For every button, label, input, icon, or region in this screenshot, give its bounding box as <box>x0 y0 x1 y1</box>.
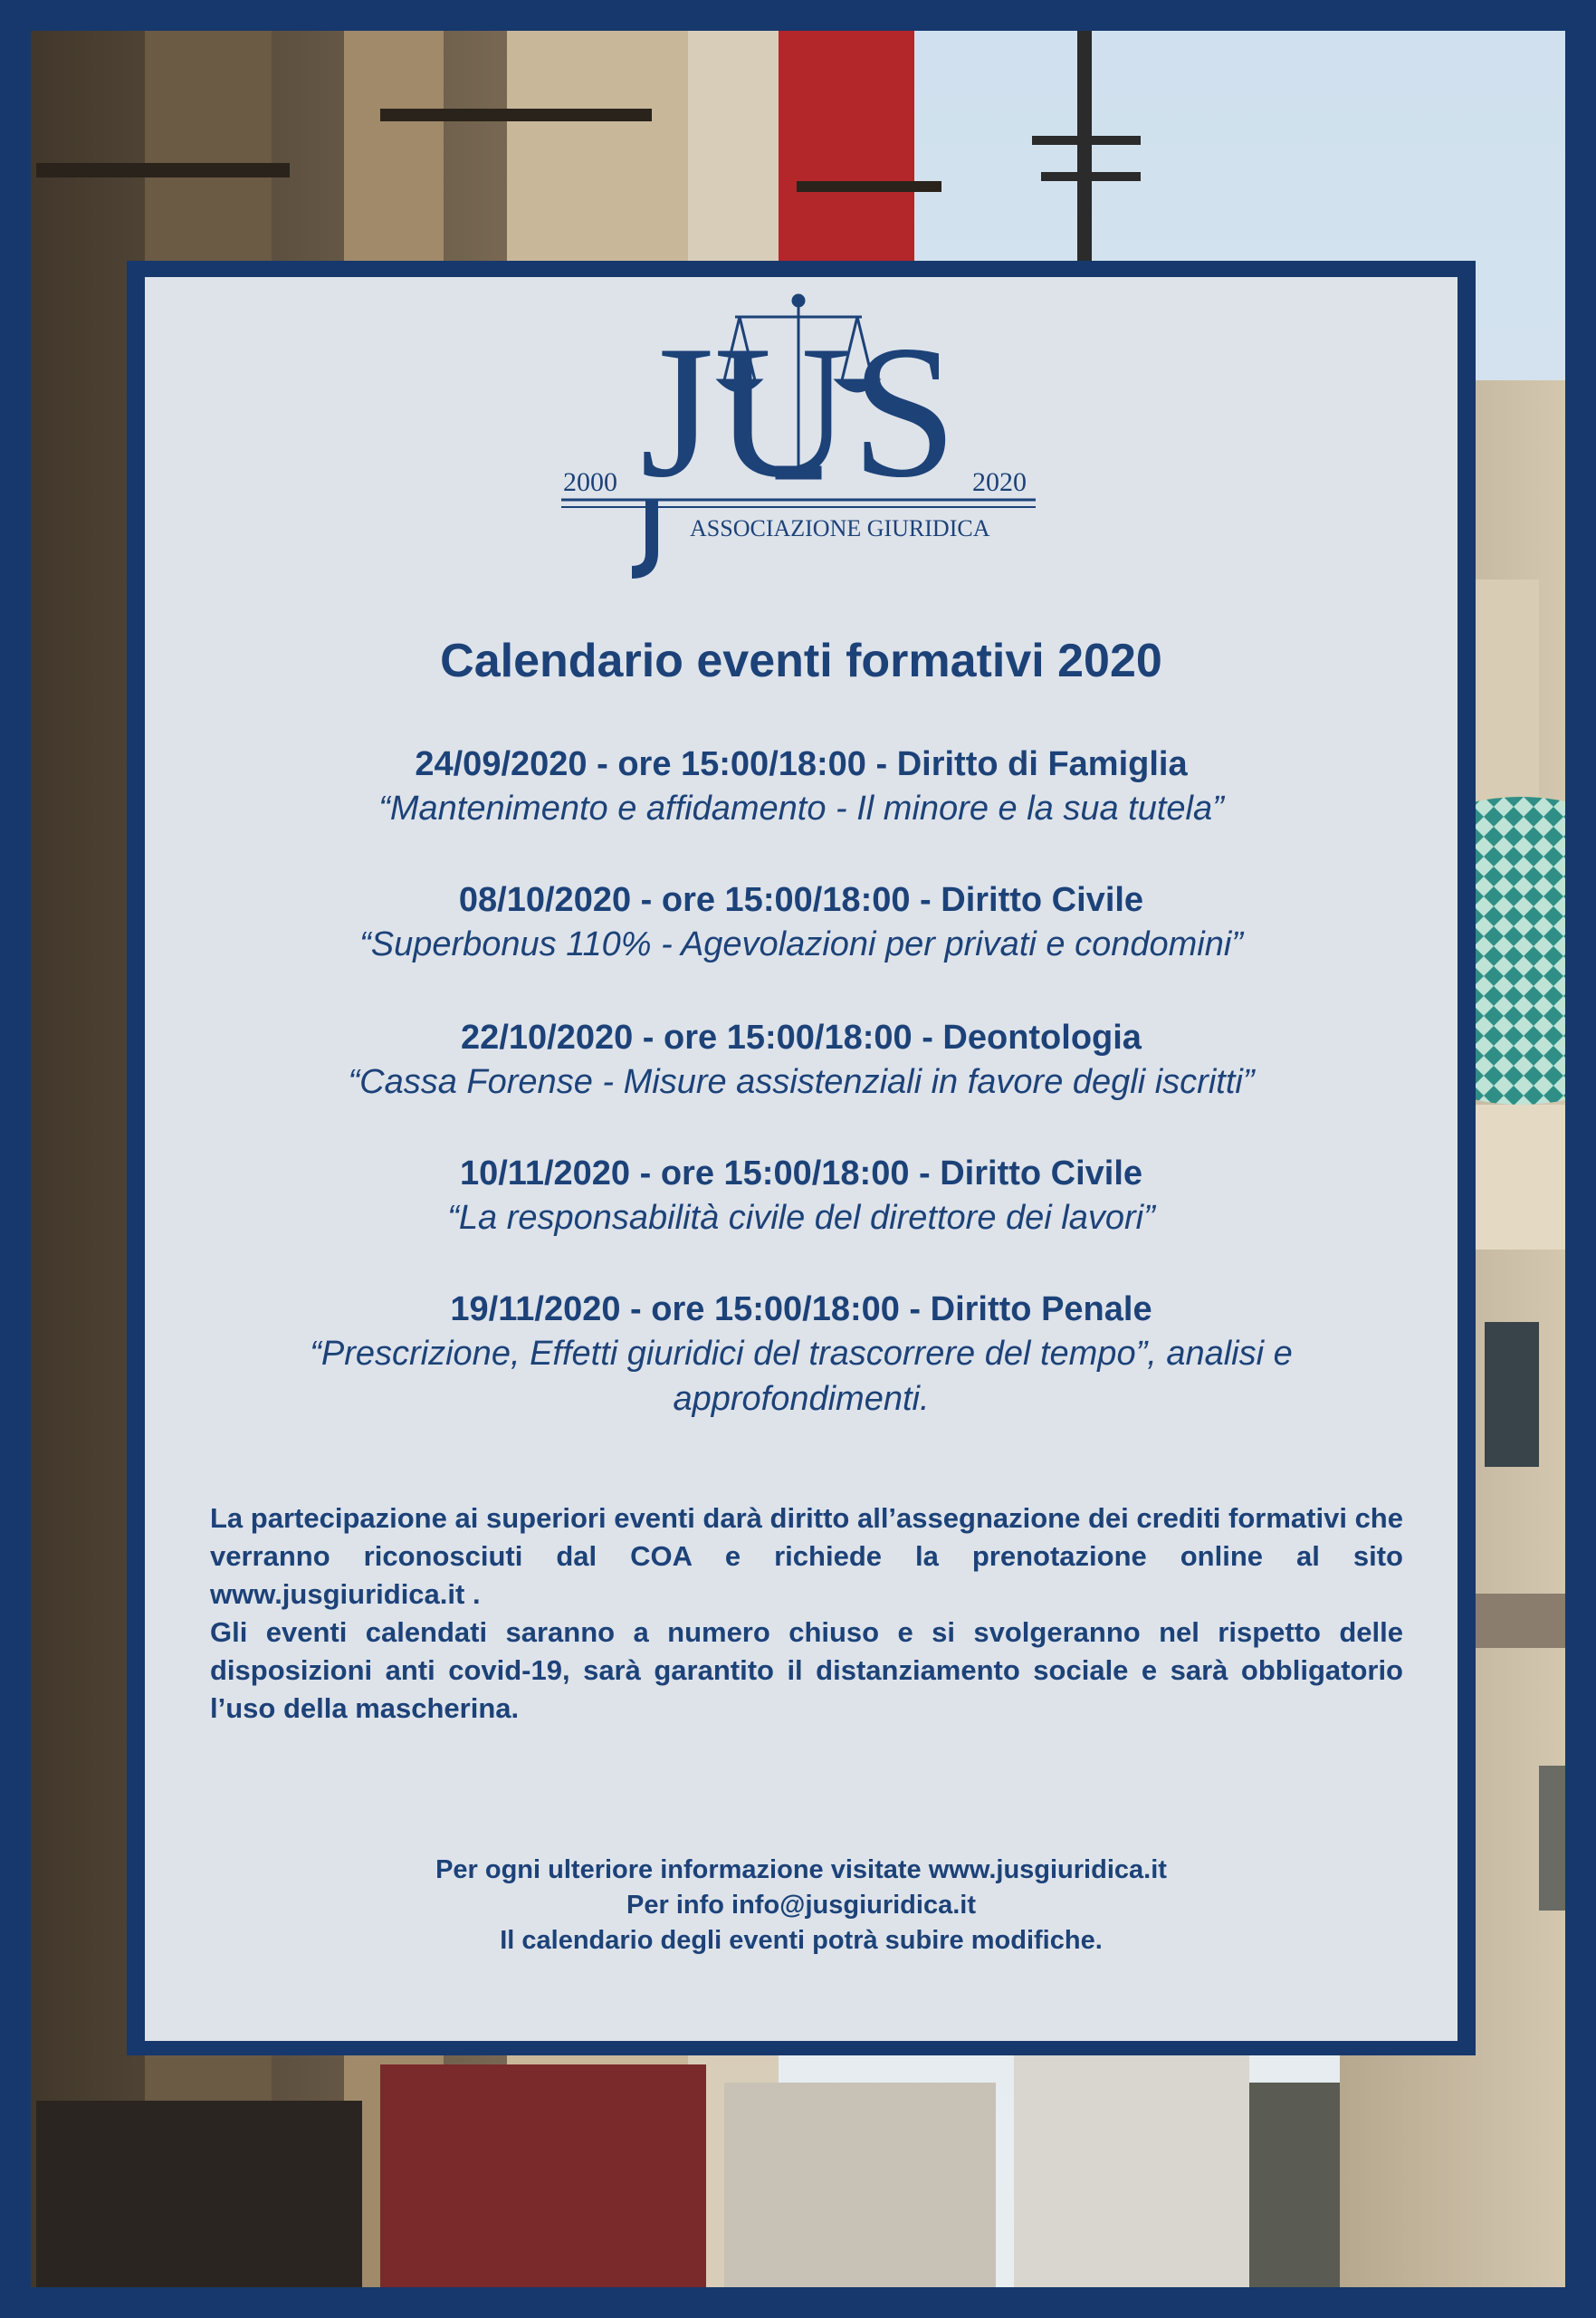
footer-disclaimer-line: Il calendario degli eventi potrà subire modifiche. <box>500 1926 1103 1955</box>
event-heading: 24/09/2020 - ore 15:00/18:00 - Diritto di Famiglia <box>415 745 1188 783</box>
event-item <box>181 1288 1421 1422</box>
footer-email-line: Per info info@jusgiuridica.it <box>626 1891 976 1920</box>
logo-letters: JUS <box>640 307 958 517</box>
notice-paragraph: Gli eventi calendati saranno a numero chiuso e si svolgeranno nel rispetto delle disposizioni anti covid-19, sarà garantito il distanziamento sociale e sarà obbligatorio l’uso della mascherina. <box>210 1616 1403 1724</box>
event-subtitle: “La responsabilità civile del direttore dei lavori” <box>447 1199 1155 1237</box>
event-heading: 10/11/2020 - ore 15:00/18:00 - Diritto Civile <box>459 1154 1143 1193</box>
event-subtitle: “Cassa Forense - Misure assistenziali in favore degli iscritti” <box>348 1063 1255 1101</box>
event-item <box>181 1016 1421 1105</box>
jus-logo <box>554 290 1043 589</box>
event-item <box>181 1152 1421 1240</box>
info-footer <box>181 1853 1421 1959</box>
event-subtitle: “Prescrizione, Effetti giuridici del trascorrere del tempo”, analisi e <box>310 1335 1293 1373</box>
event-subtitle: “Mantenimento e affidamento - Il minore e la sua tutela” <box>378 790 1224 828</box>
participation-notice <box>210 1499 1403 1728</box>
logo-subtitle: ASSOCIAZIONE GIURIDICA <box>690 515 990 541</box>
event-item <box>181 878 1421 967</box>
page-title: Calendario eventi formativi 2020 <box>440 635 1162 687</box>
notice-paragraph: La partecipazione ai superiori eventi darà diritto all’assegnazione dei crediti formativi che verranno riconosciuti dal COA e richiede la prenotazione online al sito www.jusgiuridica.it . <box>210 1502 1403 1610</box>
event-heading: 19/11/2020 - ore 15:00/18:00 - Diritto Penale <box>450 1290 1152 1328</box>
event-subtitle: “Superbonus 110% - Agevolazioni per privati e condomini” <box>359 925 1243 963</box>
event-heading: 22/10/2020 - ore 15:00/18:00 - Deontologia <box>461 1019 1142 1057</box>
logo-year-end: 2020 <box>972 467 1027 497</box>
event-heading: 08/10/2020 - ore 15:00/18:00 - Diritto Civile <box>458 881 1144 919</box>
event-item <box>181 742 1421 831</box>
footer-website-line: Per ogni ulteriore informazione visitate www.jusgiuridica.it <box>435 1855 1167 1884</box>
logo-year-start: 2000 <box>563 467 617 497</box>
event-subtitle-continued: approfondimenti. <box>673 1380 930 1418</box>
